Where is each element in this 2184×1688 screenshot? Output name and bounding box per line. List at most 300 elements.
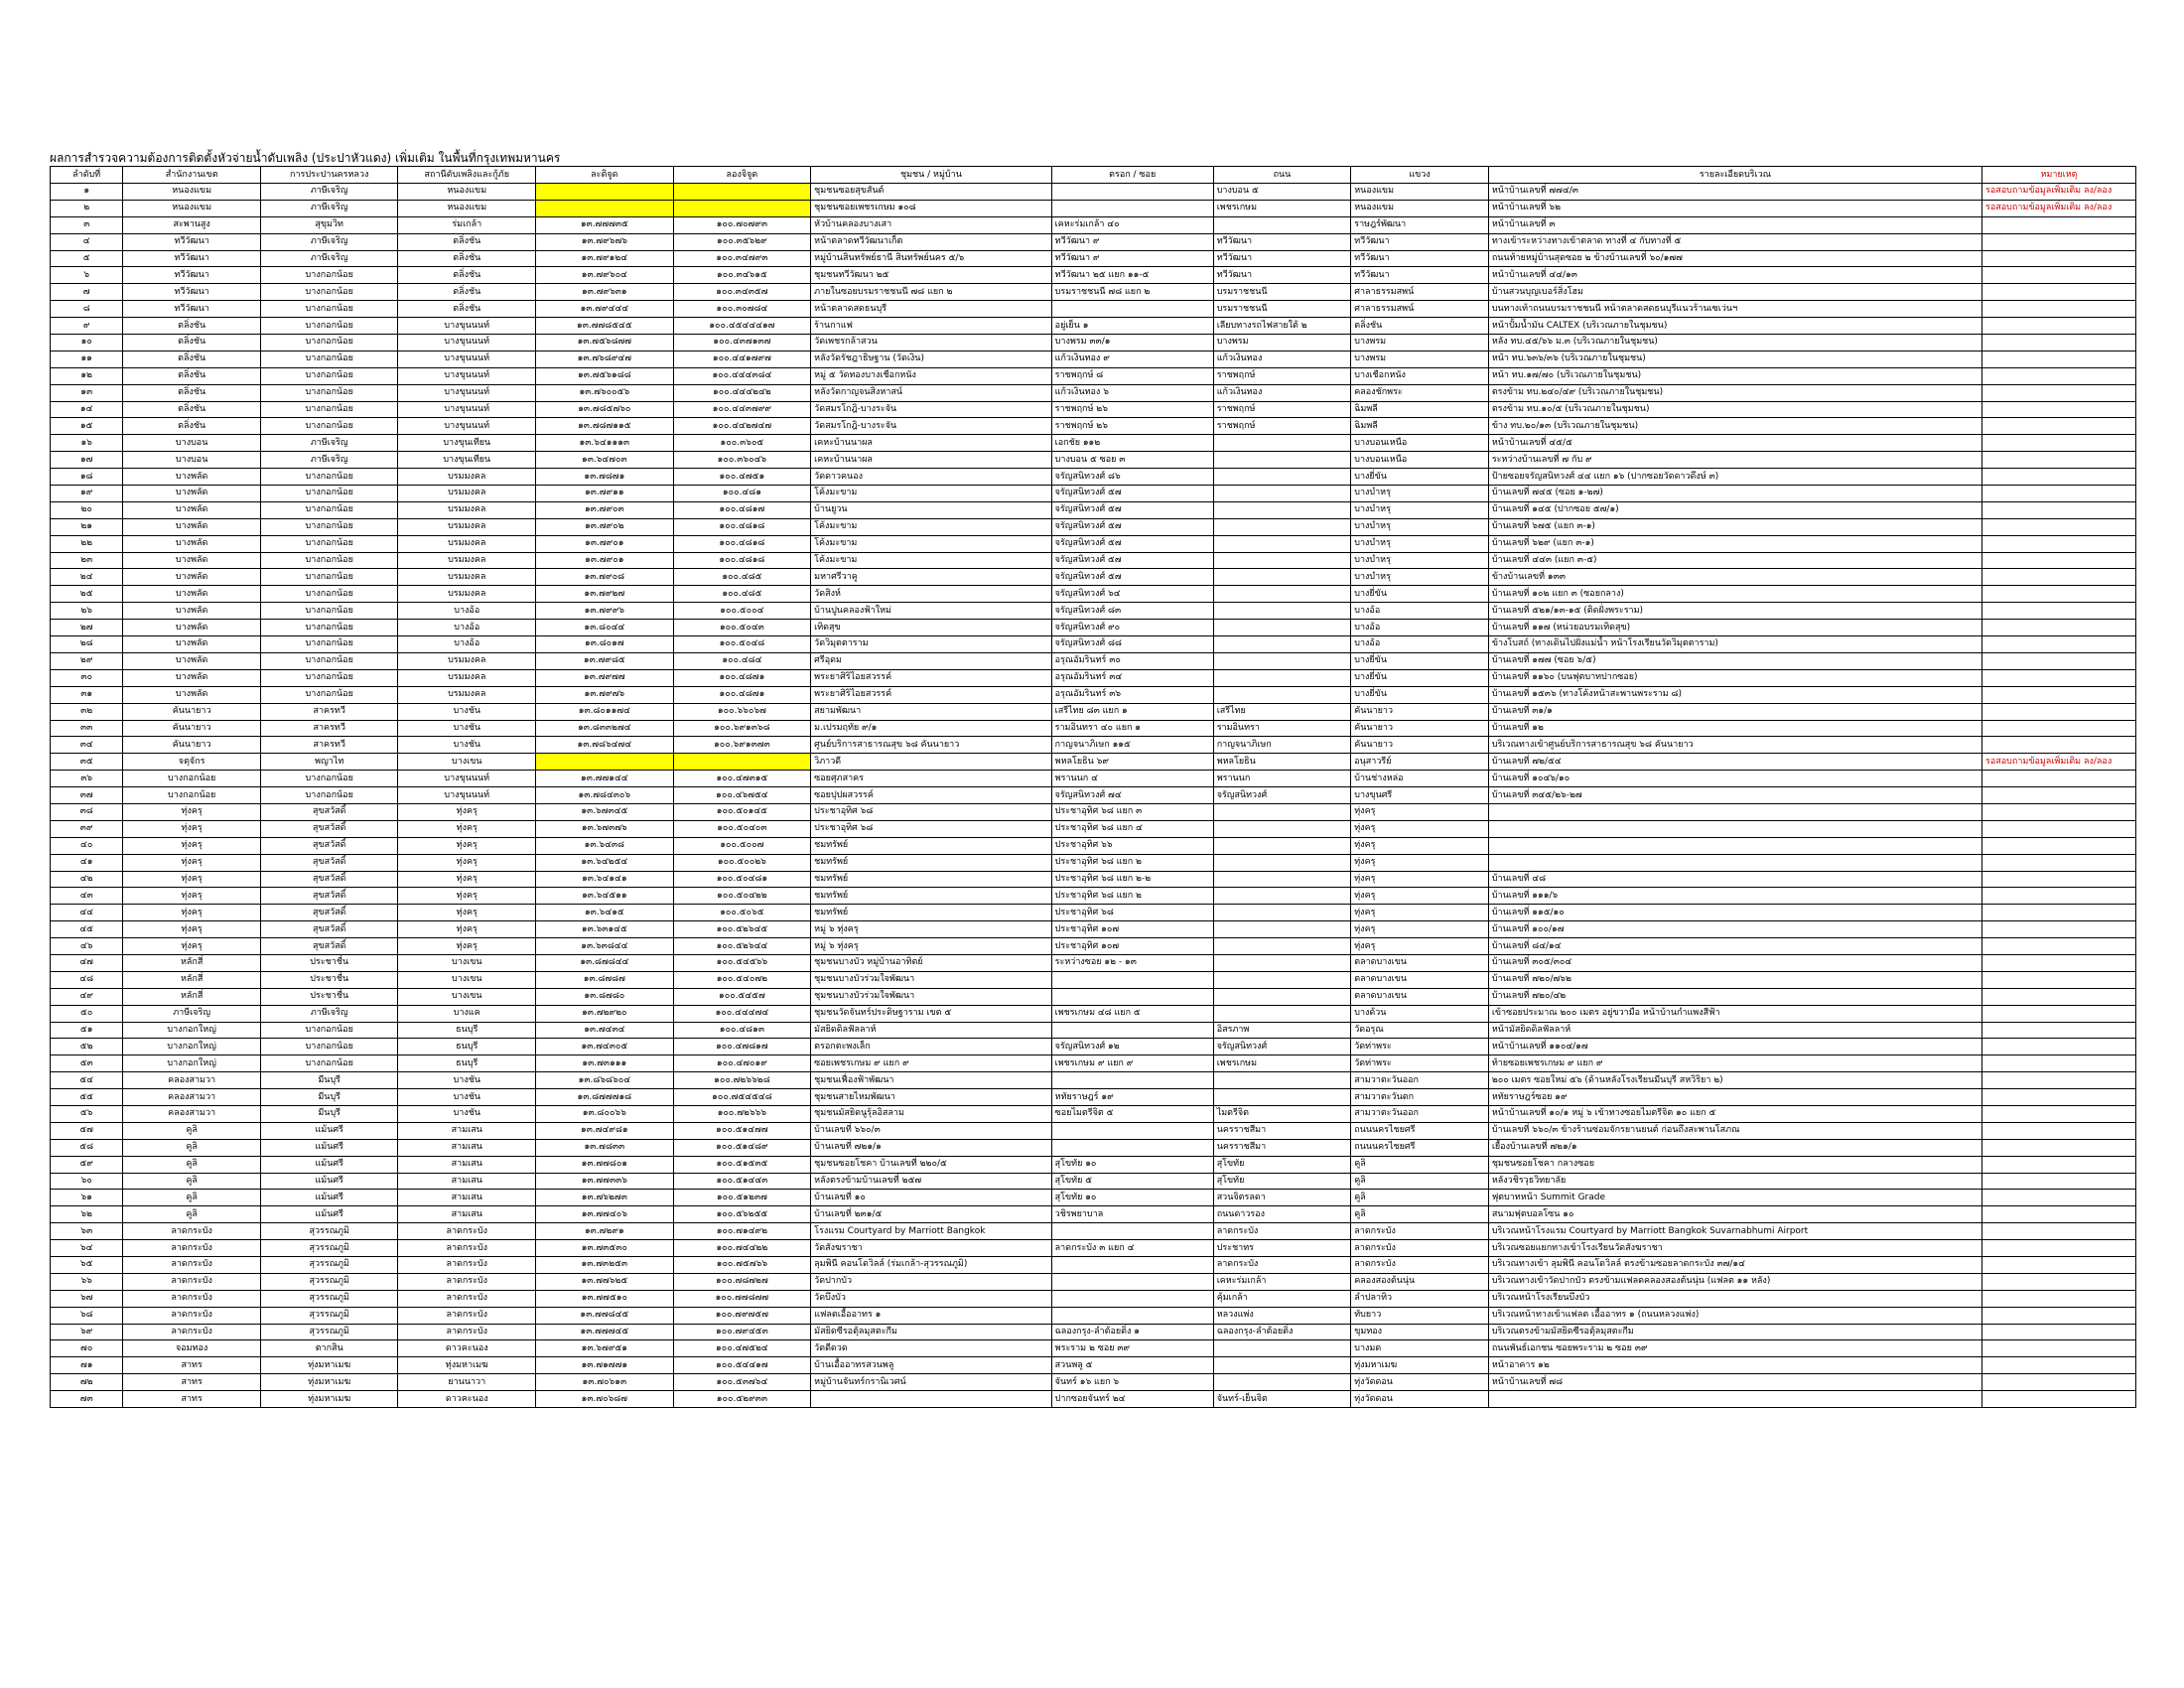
cell-subdistrict: ลาดกระบัง [1351,1257,1489,1274]
cell-fire-station: บางอ้อ [398,603,536,620]
cell-community: วัดสิงห์ [811,586,1052,603]
cell-longitude: ๑๐๐.๔๔๓๗๙๙ [673,401,811,418]
cell-location-detail: บ้านเลขที่ ๖๒๙ (แยก ๓-๑) [1488,535,1981,552]
cell-remark [1982,569,2136,586]
cell-waterworks: สุขสวัสดิ์ [260,820,398,837]
cell-district: ลาดกระบัง [123,1324,261,1340]
cell-fire-station: บรมมงคล [398,669,536,686]
cell-location-detail: บ้านเลขที่ ๗๔๕ (ซอย ๑-๒๗) [1488,486,1981,502]
table-body [51,184,2136,1408]
cell-district: ทุ่งครุ [123,837,261,854]
cell-fire-station: ทุ่งครุ [398,854,536,871]
cell-road: เลียบทางรถไฟสายใต้ ๒ [1213,318,1351,335]
cell-latitude: ๑๓.๖๓๑๔๕ [536,921,674,938]
cell-location-detail: ชุมชนซอยโชคา กลางซอย [1488,1156,1981,1173]
cell-alley: ระหว่างซอย ๑๒ - ๑๓ [1051,954,1213,971]
cell-latitude: ๑๓.๖๗๙๕๑ [536,1340,674,1357]
cell-subdistrict: สามวาตะวันตก [1351,1089,1489,1106]
cell-waterworks: บางกอกน้อย [260,284,398,301]
cell-remark [1982,1240,2136,1257]
cell-latitude: ๑๓.๗๒๙๒๐ [536,1005,674,1022]
cell-waterworks: ภาษีเจริญ [260,184,398,201]
cell-location-detail: ข้างโบสถ์ (ทางเดินไปฝั่งแม่น้ำ หน้าโรงเรียนวัดวิมุตตาราม) [1488,636,1981,653]
table-row [51,1039,2136,1055]
cell-subdistrict: บางด้วน [1351,1005,1489,1022]
cell-remark [1982,1374,2136,1391]
cell-longitude: ๑๐๐.๓๐๗๘๔ [673,301,811,318]
cell-community: โค้งมะขาม [811,486,1052,502]
document-title: ผลการสำรวจความต้องการติดตั้งหัวจ่ายน้ำดับเพลิง (ประปาหัวแดง) เพิ่มเติม ในพื้นที่กรุงเทพมหานคร [50,151,561,165]
cell-waterworks: สุขสวัสดิ์ [260,921,398,938]
cell-location-detail: ทางเข้าระหว่างทางเข้าตลาด ทางที่ ๔ กับทางที่ ๕ [1488,233,1981,250]
cell-index: ๓๒ [51,703,123,720]
cell-location-detail: บ้านเลขที่ ๑๒ [1488,720,1981,737]
cell-alley: จรัญสนิทวงศ์ ๘๖ [1051,469,1213,486]
cell-latitude: ๑๓.๗๑๗๗๑ [536,1357,674,1374]
cell-subdistrict: ลาดกระบัง [1351,1240,1489,1257]
cell-location-detail [1488,820,1981,837]
cell-waterworks: สุวรรณภูมิ [260,1240,398,1257]
cell-longitude: ๑๐๐.๔๖๗๕๔ [673,787,811,804]
cell-waterworks: บางกอกน้อย [260,1055,398,1072]
cell-district: หลักสี่ [123,971,261,988]
cell-fire-station: ทุ่งครุ [398,803,536,820]
cell-alley: จรัญสนิทวงศ์ ๘๓ [1051,603,1213,620]
cell-subdistrict: ถนนนครไชยศรี [1351,1122,1489,1139]
cell-district: ลาดกระบัง [123,1290,261,1307]
cell-district: สะพานสูง [123,216,261,233]
cell-road [1213,854,1351,871]
cell-latitude: ๑๓.๗๔๓๔ [536,1022,674,1039]
cell-fire-station: บรมมงคล [398,552,536,569]
cell-community: บ้านยูวน [811,501,1052,518]
cell-alley: ทวีวัฒนา ๙ [1051,233,1213,250]
cell-location-detail: ฟุตบาทหน้า Summit Grade [1488,1190,1981,1206]
cell-fire-station: บางแค [398,1005,536,1022]
cell-road [1213,552,1351,569]
cell-index: ๕ [51,250,123,267]
cell-district: คูลิ [123,1122,261,1139]
cell-subdistrict: บางบำหรุ [1351,486,1489,502]
cell-alley: จรัญสนิทวงศ์ ๑๒ [1051,1039,1213,1055]
cell-index: ๕๙ [51,1156,123,1173]
cell-road [1213,803,1351,820]
table-row [51,603,2136,620]
cell-fire-station: ทุ่งครุ [398,921,536,938]
table-row [51,1223,2136,1240]
table-row [51,820,2136,837]
cell-remark [1982,1173,2136,1190]
cell-road: ทวีวัฒนา [1213,250,1351,267]
cell-waterworks: แม้นศรี [260,1139,398,1156]
cell-location-detail: หน้า ทบ.๑๗/๗๐ (บริเวณภายในชุมชน) [1488,367,1981,384]
cell-location-detail: ท้ายซอยเพชรเกษม ๙ แยก ๙ [1488,1055,1981,1072]
cell-latitude: ๑๓.๗๓๒๕๓ [536,1257,674,1274]
cell-subdistrict: อนุสาวรีย์ [1351,754,1489,771]
cell-alley: หทัยราษฎร์ ๑๙ [1051,1089,1213,1106]
cell-alley: ซอยไมตรีจิต ๕ [1051,1105,1213,1122]
cell-road [1213,1005,1351,1022]
cell-alley: ประชาอุทิศ ๖๘ แยก ๔ [1051,820,1213,837]
table-row [51,586,2136,603]
table-row [51,486,2136,502]
cell-alley: เพชรเกษม ๙ แยก ๙ [1051,1055,1213,1072]
cell-remark [1982,1190,2136,1206]
cell-remark [1982,854,2136,871]
cell-fire-station: ทุ่งมหาเมฆ [398,1357,536,1374]
cell-latitude: ๑๓.๗๘๓๓ [536,1139,674,1156]
cell-community: ชมทรัพย์ [811,888,1052,905]
cell-index: ๖๒ [51,1206,123,1223]
cell-location-detail: บ้านเลขที่ ๑๗๗ (ซอย ๖/๕) [1488,652,1981,669]
cell-index: ๒ [51,200,123,216]
cell-location-detail: บริเวณตรงข้ามมัสยิดซีรอตุ้ลมุสตะกีม [1488,1324,1981,1340]
cell-latitude: ๑๓.๗๙๖๓๑ [536,284,674,301]
cell-longitude: ๑๐๐.๕๔๐๗๒ [673,971,811,988]
cell-latitude: ๑๓.๖๗๓๗๖ [536,820,674,837]
cell-road: เพชรเกษม [1213,200,1351,216]
cell-longitude: ๑๐๐.๔๔๔๒๔๒ [673,384,811,401]
cell-subdistrict: ฉิมพลี [1351,418,1489,435]
cell-longitude: ๑๐๐.๗๐๗๙๓ [673,216,811,233]
cell-subdistrict: ทับยาว [1351,1307,1489,1324]
cell-waterworks: บางกอกน้อย [260,1022,398,1039]
cell-district: จอมทอง [123,1340,261,1357]
cell-latitude: ๑๓.๗๗๘๐๑ [536,1156,674,1173]
cell-location-detail: บ้านเลขที่ ๓๑/๑ [1488,703,1981,720]
cell-waterworks: สุขสวัสดิ์ [260,803,398,820]
cell-remark [1982,1340,2136,1357]
cell-index: ๓๓ [51,720,123,737]
cell-latitude: ๑๓.๗๙๒๗ [536,586,674,603]
cell-community: วัดสมรโกฎิ-บางระจัน [811,418,1052,435]
cell-road: นครราชสีมา [1213,1122,1351,1139]
cell-district: บางพลัด [123,686,261,703]
cell-location-detail: บ้านเลขที่ ๑๐๔๖/๑๐ [1488,771,1981,787]
cell-remark [1982,351,2136,367]
cell-community: ร้านกาแฟ [811,318,1052,335]
cell-waterworks: พญาไท [260,754,398,771]
table-row [51,1290,2136,1307]
cell-district: บางพลัด [123,586,261,603]
cell-subdistrict: ศาลาธรรมสพน์ [1351,284,1489,301]
cell-latitude: ๑๓.๗๘๕๗๖๐ [536,401,674,418]
cell-subdistrict: บ้านช่างหล่อ [1351,771,1489,787]
cell-location-detail: บ้านเลขที่ ๗๒๐/๔๒ [1488,988,1981,1005]
cell-latitude: ๑๓.๗๗๘๔๕ [536,1307,674,1324]
cell-alley: ประชาอุทิศ ๖๘ แยก ๓ [1051,803,1213,820]
cell-index: ๓๖ [51,771,123,787]
cell-longitude: ๑๐๐.๕๐๐๗ [673,837,811,854]
cell-subdistrict: คูลิ [1351,1206,1489,1223]
cell-longitude: ๑๐๐.๕๔๔๑๗ [673,1357,811,1374]
cell-longitude: ๑๐๐.๕๐๔๘๑ [673,871,811,888]
cell-latitude: ๑๓.๗๘๔๓๐๖ [536,787,674,804]
cell-district: ทวีวัฒนา [123,267,261,284]
cell-location-detail: บ้านเลขที่ ๔๘ [1488,871,1981,888]
cell-fire-station: บรมมงคล [398,686,536,703]
cell-index: ๑๘ [51,469,123,486]
cell-district: ทุ่งครุ [123,905,261,921]
cell-road: บางบอน ๕ [1213,184,1351,201]
table-row [51,351,2136,367]
cell-remark [1982,1039,2136,1055]
cell-latitude: ๑๓.๗๙๘๕ [536,652,674,669]
cell-alley: บรมราชชนนี ๗๘ แยก ๒ [1051,284,1213,301]
cell-longitude: ๑๐๐.๔๘๑๗ [673,501,811,518]
cell-alley: เพชรเกษม ๔๘ แยก ๕ [1051,1005,1213,1022]
cell-district: บางพลัด [123,518,261,535]
cell-longitude: ๑๐๐.๕๐๐๒๖ [673,854,811,871]
cell-alley: สุโขทัย ๑๐ [1051,1190,1213,1206]
cell-index: ๔๔ [51,905,123,921]
cell-latitude: ๑๓.๗๗๑๔๔ [536,771,674,787]
cell-road [1213,569,1351,586]
cell-district: สาทร [123,1357,261,1374]
cell-road: พรานนก [1213,771,1351,787]
cell-location-detail: บ้านเลขที่ ๓๐๕/๓๐๔ [1488,954,1981,971]
cell-fire-station: ลาดกระบัง [398,1307,536,1324]
table-row [51,1173,2136,1190]
cell-community: หมู่บ้านสินทรัพย์ธานี สินทรัพย์นคร ๕/๖ [811,250,1052,267]
cell-community: หลังวัดรัชฎาธิษฐาน (วัดเงิน) [811,351,1052,367]
cell-waterworks: ภาษีเจริญ [260,200,398,216]
cell-district: ตลิ่งชัน [123,318,261,335]
cell-longitude: ๑๐๐.๔๔๔๓๘๔ [673,367,811,384]
cell-longitude: ๑๐๐.๗๕๗๖๖ [673,1257,811,1274]
cell-district: บางกอกใหญ่ [123,1022,261,1039]
cell-fire-station: บรมมงคล [398,501,536,518]
cell-longitude: ๑๐๐.๖๙๑๓๖๘ [673,720,811,737]
table-row [51,384,2136,401]
cell-latitude: ๑๓.๗๙๐๘ [536,569,674,586]
cell-remark [1982,720,2136,737]
cell-latitude: ๑๓.๖๔๒๕๔ [536,854,674,871]
cell-longitude: ๑๐๐.๔๔๒๗๔๗ [673,418,811,435]
cell-location-detail: ระหว่างบ้านเลขที่ ๗ กับ ๙ [1488,452,1981,469]
cell-district: บางพลัด [123,569,261,586]
cell-latitude: ๑๓.๘๗๘๔๔ [536,954,674,971]
cell-index: ๒๙ [51,652,123,669]
cell-community: ชุมชนมัสยิดนูรุ้ลอิสลาม [811,1105,1052,1122]
cell-district: บางพลัด [123,469,261,486]
cell-fire-station: ทุ่งครุ [398,837,536,854]
table-row [51,1089,2136,1106]
cell-alley: กาญจนาภิเษก ๑๑๕ [1051,737,1213,754]
cell-subdistrict: ทุ่งครุ [1351,820,1489,837]
cell-fire-station: บางชัน [398,1072,536,1089]
cell-community: บ้านเอื้ออาทรสวนพลู [811,1357,1052,1374]
cell-location-detail: บนทางเท้าถนนบรมราชชนนี หน้าตลาดสดธนบุรีแนวร้านเซเว่นฯ [1488,301,1981,318]
cell-index: ๔๓ [51,888,123,905]
cell-alley [1051,1139,1213,1156]
cell-longitude: ๑๐๐.๔๘๗๑ [673,669,811,686]
cell-subdistrict: คูลิ [1351,1156,1489,1173]
cell-waterworks: บางกอกน้อย [260,636,398,653]
cell-remark [1982,216,2136,233]
cell-alley: ราชพฤกษ์ ๒๖ [1051,418,1213,435]
cell-longitude: ๑๐๐.๔๘๑๓ [673,1022,811,1039]
table-row [51,686,2136,703]
cell-road [1213,888,1351,905]
cell-community: มัสยิดซีรอตุ้ลมุสตะกีม [811,1324,1052,1340]
cell-road [1213,216,1351,233]
cell-location-detail: บ้านเลขที่ ๑๑๕/๑๐ [1488,905,1981,921]
cell-waterworks: สาครทวี [260,703,398,720]
cell-subdistrict: บางบำหรุ [1351,501,1489,518]
cell-fire-station: ตลิ่งชัน [398,233,536,250]
cell-remark [1982,1072,2136,1089]
cell-community: บ้านเลขที่ ๒๓๑/๕ [811,1206,1052,1223]
cell-district: บางบอน [123,435,261,452]
cell-index: ๑๒ [51,367,123,384]
cell-index: ๒๖ [51,603,123,620]
cell-road [1213,837,1351,854]
cell-district: ภาษีเจริญ [123,1005,261,1022]
cell-district: คลองสามวา [123,1105,261,1122]
cell-district: สาทร [123,1391,261,1408]
cell-road [1213,938,1351,955]
table-row [51,1122,2136,1139]
cell-district: บางพลัด [123,636,261,653]
cell-remark [1982,771,2136,787]
cell-location-detail: บ้านสวนบุญเบอร์สิ่งโฮม [1488,284,1981,301]
table-row [51,233,2136,250]
cell-subdistrict: ขุมทอง [1351,1324,1489,1340]
cell-subdistrict: บางยี่ขัน [1351,686,1489,703]
cell-fire-station: ลาดกระบัง [398,1257,536,1274]
cell-index: ๖๐ [51,1173,123,1190]
cell-community: มหาศรีวาคู [811,569,1052,586]
cell-subdistrict: คลองสองต้นนุ่น [1351,1273,1489,1290]
table-row [51,1005,2136,1022]
cell-latitude: ๑๓.๗๕๖๑๘๘ [536,367,674,384]
table-row [51,620,2136,636]
cell-location-detail: บ้านเลขที่ ๑๕๓๖ (ทางโค้งหน้าสะพานพระราม ๘) [1488,686,1981,703]
cell-waterworks: บางกอกน้อย [260,771,398,787]
cell-fire-station: บรมมงคล [398,535,536,552]
cell-subdistrict: บางบอนเหนือ [1351,452,1489,469]
cell-waterworks: สุขสวัสดิ์ [260,837,398,854]
cell-remark [1982,501,2136,518]
cell-waterworks: บางกอกน้อย [260,686,398,703]
cell-community: ชมทรัพย์ [811,837,1052,854]
cell-latitude: ๑๓.๗๙๗๗ [536,669,674,686]
table-row [51,754,2136,771]
cell-index: ๙ [51,318,123,335]
cell-remark [1982,1307,2136,1324]
cell-community: ซอยปุปผสวรรค์ [811,787,1052,804]
cell-longitude: ๑๐๐.๗๗๘๗๗ [673,1290,811,1307]
cell-remark [1982,1005,2136,1022]
cell-road [1213,921,1351,938]
cell-fire-station: บางขุนนนท์ [398,771,536,787]
cell-location-detail: หน้าบ้านเลขที่ ๑๐/๑ หมู่ ๖ เข้าทางซอยไมตรีจิต ๑๐ แยก ๕ [1488,1105,1981,1122]
cell-road [1213,988,1351,1005]
cell-waterworks: ทุ่งมหาเมฆ [260,1391,398,1408]
data-table [50,166,2136,1408]
cell-road [1213,1374,1351,1391]
cell-fire-station: บางเขน [398,988,536,1005]
cell-remark [1982,669,2136,686]
cell-subdistrict: ราษฎร์พัฒนา [1351,216,1489,233]
cell-subdistrict: วัดท่าพระ [1351,1055,1489,1072]
cell-index: ๖๙ [51,1324,123,1340]
cell-fire-station: ลาดกระบัง [398,1273,536,1290]
cell-subdistrict: ทุ่งวัดดอน [1351,1374,1489,1391]
cell-fire-station: บรมมงคล [398,486,536,502]
table-row [51,905,2136,921]
cell-fire-station: สามเสน [398,1206,536,1223]
cell-alley: สวนพลู ๕ [1051,1357,1213,1374]
cell-waterworks: แม้นศรี [260,1190,398,1206]
cell-road: ราชพฤกษ์ [1213,401,1351,418]
cell-index: ๑๕ [51,418,123,435]
table-row [51,1156,2136,1173]
cell-index: ๒๕ [51,586,123,603]
cell-index: ๓๕ [51,754,123,771]
cell-location-detail: หทัยราษฎร์ซอย ๑๙ [1488,1089,1981,1106]
cell-waterworks: แม้นศรี [260,1173,398,1190]
cell-community: หน้าตลาดสดธนบุรี [811,301,1052,318]
cell-index: ๔ [51,233,123,250]
table-row [51,418,2136,435]
table-row [51,854,2136,871]
cell-subdistrict: บางพรม [1351,335,1489,352]
cell-road: สวนจิตรลดา [1213,1190,1351,1206]
cell-remark [1982,1206,2136,1223]
cell-index: ๒๓ [51,552,123,569]
cell-alley: พรานนก ๔ [1051,771,1213,787]
cell-district: ตลิ่งชัน [123,384,261,401]
cell-road [1213,686,1351,703]
cell-alley [1051,1072,1213,1089]
cell-waterworks: สุวรรณภูมิ [260,1307,398,1324]
cell-fire-station: บางชัน [398,737,536,754]
cell-location-detail: บ้านเลขที่ ๑๑๗ (หน่วยอบรมเทิดสุข) [1488,620,1981,636]
cell-longitude: ๑๐๐.๕๐๔๒๒ [673,888,811,905]
cell-alley: แก้วเงินทอง ๖ [1051,384,1213,401]
spreadsheet [50,151,2136,1408]
cell-district: ตลิ่งชัน [123,401,261,418]
cell-index: ๓๐ [51,669,123,686]
cell-community: สยามพัฒนา [811,703,1052,720]
col-header-remark: หมายเหตุ [1982,167,2136,184]
cell-waterworks: บางกอกน้อย [260,384,398,401]
cell-waterworks: ภาษีเจริญ [260,1005,398,1022]
cell-latitude: ๑๓.๗๙๗๖ [536,686,674,703]
cell-district: ลาดกระบัง [123,1307,261,1324]
cell-remark [1982,888,2136,905]
cell-latitude: ๑๓.๗๙๖๗๖ [536,233,674,250]
table-row [51,569,2136,586]
cell-district: บางพลัด [123,669,261,686]
table-row [51,335,2136,352]
cell-fire-station: หนองแขม [398,184,536,201]
table-row [51,1240,2136,1257]
cell-longitude: ๑๐๐.๗๒๖๖๖ [673,1105,811,1122]
cell-location-detail: ตรงข้าม ทบ.๑๐/๕ (บริเวณภายในชุมชน) [1488,401,1981,418]
cell-location-detail [1488,837,1981,854]
cell-remark [1982,418,2136,435]
cell-alley: อรุณอัมรินทร์ ๓๐ [1051,652,1213,669]
cell-index: ๔๖ [51,938,123,955]
cell-longitude: ๑๐๐.๗๙๔๕๓ [673,1324,811,1340]
cell-index: ๗๒ [51,1374,123,1391]
cell-alley: พหลโยธิน ๖๙ [1051,754,1213,771]
cell-remark [1982,971,2136,988]
cell-subdistrict: ลาดกระบัง [1351,1223,1489,1240]
